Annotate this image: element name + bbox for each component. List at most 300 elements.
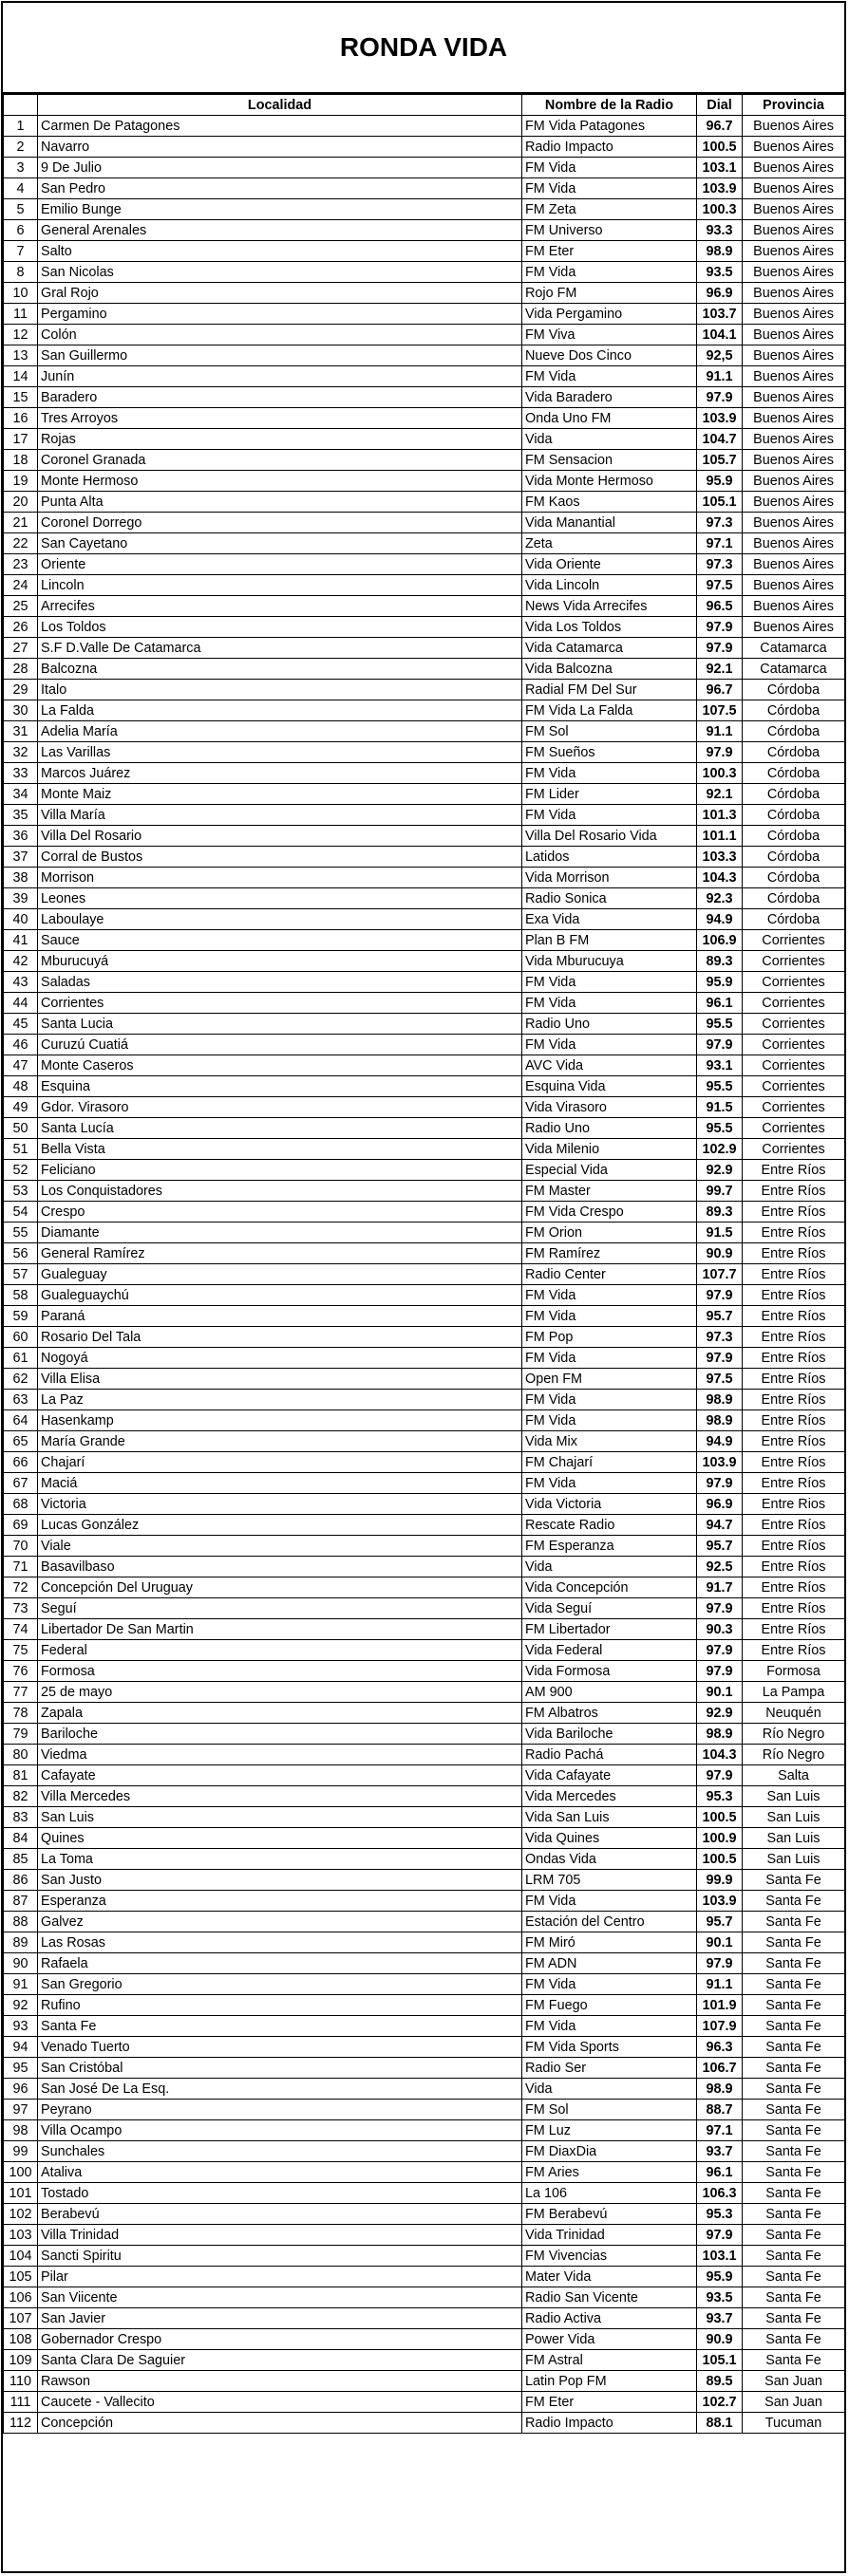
table-row [4,1661,845,1682]
table-row [4,2183,845,2204]
table-row [4,1828,845,1849]
row-number: 31 [4,721,38,742]
row-number: 96 [4,2079,38,2100]
localidad-cell: Villa Trinidad [38,2225,522,2246]
radio-name-cell: Radio Activa [522,2308,697,2329]
radio-name-cell: Vida Cafayate [522,1765,697,1786]
table-row [4,1953,845,1974]
table-row [4,1076,845,1097]
radio-name-cell: FM Vida [522,262,697,283]
row-number: 81 [4,1765,38,1786]
row-number: 16 [4,408,38,429]
table-row [4,533,845,554]
localidad-cell: La Paz [38,1390,522,1410]
table-row [4,241,845,262]
dial-cell: 92.9 [697,1703,743,1724]
provincia-cell: Tucuman [743,2413,845,2434]
table-row [4,1118,845,1139]
localidad-cell: Galvez [38,1912,522,1932]
radio-name-cell: Vida Quines [522,1828,697,1849]
dial-cell: 95.9 [697,471,743,492]
radio-name-cell: Power Vida [522,2329,697,2350]
radio-name-cell: Vida Milenio [522,1139,697,1160]
radio-name-cell: Radio Ser [522,2058,697,2079]
table-row [4,325,845,345]
table-row [4,1202,845,1223]
table-row [4,2162,845,2183]
row-number: 4 [4,178,38,199]
radio-name-cell: LRM 705 [522,1870,697,1891]
dial-cell: 98.9 [697,241,743,262]
row-number: 40 [4,909,38,930]
radio-name-cell: FM Vida [522,805,697,826]
radio-name-cell: FM Lider [522,784,697,805]
provincia-cell: Entre Ríos [743,1390,845,1410]
dial-cell: 97.9 [697,638,743,659]
localidad-cell: Berabevú [38,2204,522,2225]
row-number: 74 [4,1619,38,1640]
row-number: 104 [4,2246,38,2267]
localidad-cell: San Viicente [38,2287,522,2308]
radio-name-cell: Radio Impacto [522,137,697,158]
row-number: 37 [4,847,38,868]
table-row [4,1619,845,1640]
dial-cell: 96.1 [697,993,743,1014]
provincia-cell: Santa Fe [743,1995,845,2016]
dial-cell: 100.3 [697,199,743,220]
radio-name-cell: FM Esperanza [522,1536,697,1557]
localidad-cell: San Justo [38,1870,522,1891]
localidad-cell: Tres Arroyos [38,408,522,429]
localidad-cell: Villa Del Rosario [38,826,522,847]
dial-cell: 95.7 [697,1536,743,1557]
table-row [4,220,845,241]
localidad-cell: Morrison [38,868,522,888]
localidad-cell: Italo [38,680,522,700]
provincia-cell: Santa Fe [743,2183,845,2204]
provincia-cell: Córdoba [743,805,845,826]
localidad-cell: Punta Alta [38,492,522,513]
table-row [4,1390,845,1410]
radio-name-cell: Vida [522,429,697,450]
provincia-cell: Entre Ríos [743,1452,845,1473]
provincia-cell: Buenos Aires [743,304,845,325]
radio-name-cell: Vida Mix [522,1431,697,1452]
radio-name-cell: Mater Vida [522,2267,697,2287]
header-radio: Nombre de la Radio [522,95,697,116]
table-row [4,178,845,199]
table-row [4,1703,845,1724]
row-number: 23 [4,554,38,575]
dial-cell: 103.1 [697,2246,743,2267]
provincia-cell: Catamarca [743,659,845,680]
dial-cell: 95.7 [697,1306,743,1327]
table-row [4,763,845,784]
radio-name-cell: FM Vida [522,1348,697,1369]
localidad-cell: Saladas [38,972,522,993]
radio-name-cell: FM Vida [522,1306,697,1327]
provincia-cell: Buenos Aires [743,325,845,345]
row-number: 72 [4,1577,38,1598]
localidad-cell: Zapala [38,1703,522,1724]
radio-name-cell: FM Libertador [522,1619,697,1640]
provincia-cell: Buenos Aires [743,366,845,387]
table-row [4,199,845,220]
radio-name-cell: Vida San Luis [522,1807,697,1828]
dial-cell: 89.3 [697,951,743,972]
radio-name-cell: FM Vida [522,2016,697,2037]
dial-cell: 97.3 [697,554,743,575]
table-body [4,116,845,2434]
row-number: 47 [4,1055,38,1076]
row-number: 93 [4,2016,38,2037]
radio-name-cell: FM Vida [522,1974,697,1995]
localidad-cell: San Nicolas [38,262,522,283]
table-row [4,1264,845,1285]
dial-cell: 89.3 [697,1202,743,1223]
row-number: 73 [4,1598,38,1619]
row-number: 39 [4,888,38,909]
dial-cell: 92,5 [697,345,743,366]
dial-cell: 95.9 [697,972,743,993]
provincia-cell: San Luis [743,1828,845,1849]
provincia-cell: Corrientes [743,972,845,993]
row-number: 75 [4,1640,38,1661]
radio-name-cell: Radial FM Del Sur [522,680,697,700]
row-number: 63 [4,1390,38,1410]
radio-name-cell: Vida Pergamino [522,304,697,325]
spreadsheet-page [1,1,846,2573]
radio-name-cell: Vida Victoria [522,1494,697,1515]
row-number: 49 [4,1097,38,1118]
dial-cell: 97.1 [697,533,743,554]
dial-cell: 97.9 [697,1035,743,1055]
radio-name-cell: Onda Uno FM [522,408,697,429]
row-number: 87 [4,1891,38,1912]
localidad-cell: María Grande [38,1431,522,1452]
dial-cell: 99.7 [697,1181,743,1202]
dial-cell: 105.1 [697,492,743,513]
row-number: 79 [4,1724,38,1745]
header-localidad: Localidad [38,95,522,116]
localidad-cell: Monte Hermoso [38,471,522,492]
localidad-cell: Sunchales [38,2141,522,2162]
provincia-cell: Entre Ríos [743,1348,845,1369]
table-row [4,345,845,366]
row-number: 61 [4,1348,38,1369]
dial-cell: 105.1 [697,2350,743,2371]
provincia-cell: Entre Ríos [743,1327,845,1348]
table-row [4,617,845,638]
provincia-cell: Corrientes [743,1097,845,1118]
row-number: 59 [4,1306,38,1327]
row-number: 97 [4,2100,38,2120]
row-number: 52 [4,1160,38,1181]
table-row [4,2413,845,2434]
table-row [4,1431,845,1452]
radio-name-cell: Nueve Dos Cinco [522,345,697,366]
radio-name-cell: Radio Sonica [522,888,697,909]
row-number: 3 [4,158,38,178]
localidad-cell: Paraná [38,1306,522,1327]
radio-name-cell: Esquina Vida [522,1076,697,1097]
row-number: 108 [4,2329,38,2350]
provincia-cell: Buenos Aires [743,408,845,429]
table-row [4,1557,845,1577]
row-number: 24 [4,575,38,596]
dial-cell: 92.1 [697,784,743,805]
table-row [4,2058,845,2079]
stations-table [3,94,845,2434]
row-number: 1 [4,116,38,137]
radio-name-cell: News Vida Arrecifes [522,596,697,617]
provincia-cell: Córdoba [743,847,845,868]
provincia-cell: Santa Fe [743,2308,845,2329]
provincia-cell: Santa Fe [743,2350,845,2371]
row-number: 55 [4,1223,38,1243]
provincia-cell: Santa Fe [743,2100,845,2120]
radio-name-cell: FM Vida La Falda [522,700,697,721]
provincia-cell: Buenos Aires [743,116,845,137]
radio-name-cell: Rojo FM [522,283,697,304]
radio-name-cell: FM Albatros [522,1703,697,1724]
radio-name-cell: Villa Del Rosario Vida [522,826,697,847]
table-row [4,1515,845,1536]
localidad-cell: Santa Fe [38,2016,522,2037]
dial-cell: 93.5 [697,2287,743,2308]
localidad-cell: Maciá [38,1473,522,1494]
radio-name-cell: FM Astral [522,2350,697,2371]
dial-cell: 94.9 [697,909,743,930]
provincia-cell: San Luis [743,1807,845,1828]
localidad-cell: Tostado [38,2183,522,2204]
dial-cell: 97.5 [697,1369,743,1390]
provincia-cell: Buenos Aires [743,575,845,596]
dial-cell: 97.9 [697,1953,743,1974]
radio-name-cell: FM Vida [522,366,697,387]
localidad-cell: Corral de Bustos [38,847,522,868]
table-row [4,951,845,972]
dial-cell: 100.5 [697,1849,743,1870]
table-row [4,1891,845,1912]
dial-cell: 89.5 [697,2371,743,2392]
dial-cell: 97.5 [697,575,743,596]
localidad-cell: Concepción Del Uruguay [38,1577,522,1598]
dial-cell: 99.9 [697,1870,743,1891]
radio-name-cell: Vida Baradero [522,387,697,408]
localidad-cell: Corrientes [38,993,522,1014]
dial-cell: 106.9 [697,930,743,951]
dial-cell: 90.1 [697,1682,743,1703]
localidad-cell: Feliciano [38,1160,522,1181]
radio-name-cell: FM Aries [522,2162,697,2183]
table-row [4,1870,845,1891]
provincia-cell: Entre Ríos [743,1557,845,1577]
table-row [4,116,845,137]
row-number: 105 [4,2267,38,2287]
table-row [4,304,845,325]
radio-name-cell: Plan B FM [522,930,697,951]
dial-cell: 96.5 [697,596,743,617]
radio-name-cell: FM DiaxDia [522,2141,697,2162]
dial-cell: 97.3 [697,1327,743,1348]
dial-cell: 91.1 [697,721,743,742]
dial-cell: 92.3 [697,888,743,909]
page-title: RONDA VIDA [3,3,844,94]
radio-name-cell: FM Vida [522,1035,697,1055]
radio-name-cell: Estación del Centro [522,1912,697,1932]
localidad-cell: San Guillermo [38,345,522,366]
dial-cell: 94.9 [697,1431,743,1452]
radio-name-cell: FM Vida [522,993,697,1014]
row-number: 30 [4,700,38,721]
radio-name-cell: Vida Manantial [522,513,697,533]
dial-cell: 97.9 [697,742,743,763]
localidad-cell: San Luis [38,1807,522,1828]
dial-cell: 95.3 [697,2204,743,2225]
provincia-cell: Corrientes [743,1139,845,1160]
radio-name-cell: FM Fuego [522,1995,697,2016]
provincia-cell: Santa Fe [743,2204,845,2225]
provincia-cell: Entre Ríos [743,1619,845,1640]
localidad-cell: Monte Maiz [38,784,522,805]
radio-name-cell: La 106 [522,2183,697,2204]
localidad-cell: Ataliva [38,2162,522,2183]
table-row [4,1640,845,1661]
localidad-cell: La Toma [38,1849,522,1870]
localidad-cell: Crespo [38,1202,522,1223]
radio-name-cell: Open FM [522,1369,697,1390]
provincia-cell: Buenos Aires [743,450,845,471]
dial-cell: 100.9 [697,1828,743,1849]
row-number: 80 [4,1745,38,1765]
localidad-cell: Pilar [38,2267,522,2287]
row-number: 8 [4,262,38,283]
row-number: 100 [4,2162,38,2183]
localidad-cell: Rojas [38,429,522,450]
row-number: 67 [4,1473,38,1494]
localidad-cell: Arrecifes [38,596,522,617]
dial-cell: 97.9 [697,617,743,638]
localidad-cell: Seguí [38,1598,522,1619]
radio-name-cell: Vida Los Toldos [522,617,697,638]
row-number: 6 [4,220,38,241]
table-row [4,1285,845,1306]
row-number: 12 [4,325,38,345]
table-row [4,1974,845,1995]
row-number: 32 [4,742,38,763]
dial-cell: 97.1 [697,2120,743,2141]
provincia-cell: Corrientes [743,1035,845,1055]
table-row [4,158,845,178]
header-provincia: Provincia [743,95,845,116]
provincia-cell: Buenos Aires [743,513,845,533]
radio-name-cell: Latidos [522,847,697,868]
localidad-cell: Diamante [38,1223,522,1243]
table-header-row [4,95,845,116]
dial-cell: 105.7 [697,450,743,471]
localidad-cell: 9 De Julio [38,158,522,178]
row-number: 101 [4,2183,38,2204]
table-row [4,1369,845,1390]
table-row [4,2225,845,2246]
radio-name-cell: FM Universo [522,220,697,241]
provincia-cell: Corrientes [743,1118,845,1139]
dial-cell: 90.9 [697,1243,743,1264]
table-row [4,1536,845,1557]
localidad-cell: Gualeguaychú [38,1285,522,1306]
row-number: 43 [4,972,38,993]
localidad-cell: Marcos Juárez [38,763,522,784]
dial-cell: 98.9 [697,1410,743,1431]
row-number: 91 [4,1974,38,1995]
table-row [4,700,845,721]
localidad-cell: Hasenkamp [38,1410,522,1431]
row-number: 46 [4,1035,38,1055]
provincia-cell: Entre Ríos [743,1202,845,1223]
table-row [4,575,845,596]
provincia-cell: Entre Ríos [743,1410,845,1431]
table-row [4,659,845,680]
dial-cell: 88.1 [697,2413,743,2434]
radio-name-cell: FM Sensacion [522,450,697,471]
provincia-cell: Buenos Aires [743,283,845,304]
provincia-cell: Buenos Aires [743,241,845,262]
radio-name-cell: FM Chajarí [522,1452,697,1473]
table-row [4,2371,845,2392]
localidad-cell: Peyrano [38,2100,522,2120]
radio-name-cell: Rescate Radio [522,1515,697,1536]
provincia-cell: Santa Fe [743,2162,845,2183]
table-row [4,2204,845,2225]
dial-cell: 104.7 [697,429,743,450]
radio-name-cell: FM Vida [522,1473,697,1494]
localidad-cell: Villa Ocampo [38,2120,522,2141]
dial-cell: 104.1 [697,325,743,345]
dial-cell: 103.9 [697,408,743,429]
radio-name-cell: FM ADN [522,1953,697,1974]
header-dial: Dial [697,95,743,116]
localidad-cell: Gualeguay [38,1264,522,1285]
provincia-cell: San Luis [743,1786,845,1807]
table-row [4,909,845,930]
radio-name-cell: Radio Uno [522,1118,697,1139]
dial-cell: 104.3 [697,1745,743,1765]
row-number: 83 [4,1807,38,1828]
localidad-cell: Esperanza [38,1891,522,1912]
localidad-cell: Villa Elisa [38,1369,522,1390]
table-row [4,429,845,450]
row-number: 89 [4,1932,38,1953]
table-row [4,513,845,533]
radio-name-cell: Vida [522,2079,697,2100]
table-row [4,492,845,513]
localidad-cell: Baradero [38,387,522,408]
table-row [4,805,845,826]
radio-name-cell: Vida Mburucuya [522,951,697,972]
radio-name-cell: Vida Balcozna [522,659,697,680]
localidad-cell: Sancti Spiritu [38,2246,522,2267]
provincia-cell: Corrientes [743,1014,845,1035]
localidad-cell: San José De La Esq. [38,2079,522,2100]
table-row [4,471,845,492]
row-number: 5 [4,199,38,220]
radio-name-cell: FM Eter [522,241,697,262]
radio-name-cell: Vida Catamarca [522,638,697,659]
dial-cell: 93.1 [697,1055,743,1076]
provincia-cell: Buenos Aires [743,387,845,408]
radio-name-cell: Radio Center [522,1264,697,1285]
